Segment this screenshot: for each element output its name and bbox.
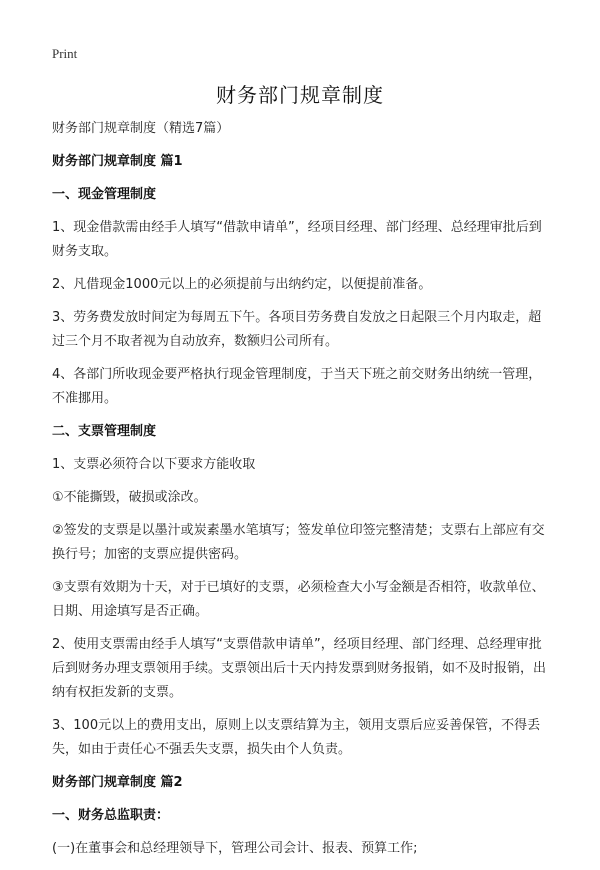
check-rule-1: 1、支票必须符合以下要求方能收取 — [52, 457, 256, 472]
cash-rule-4: 4、各部门所收现金要严格执行现金管理制度，于当天下班之前交财务出纳统一管理，不准挪用。 — [52, 367, 542, 406]
check-subrule-1: ①不能撕毁，破损或涂改。 — [52, 490, 207, 505]
article-heading-1: 财务部门规章制度 篇1 — [52, 154, 183, 169]
section-heading-cash: 一、现金管理制度 — [52, 187, 157, 202]
print-label: Print — [52, 46, 78, 61]
cfo-duty-1: (一)在董事会和总经理领导下，管理公司会计、报表、预算工作; — [52, 841, 418, 856]
document-subtitle: 财务部门规章制度（精选7篇） — [52, 121, 230, 136]
article-heading-2: 财务部门规章制度 篇2 — [52, 775, 183, 790]
check-subrule-2: ②签发的支票是以墨汁或炭素墨水笔填写；签发单位印签完整清楚；支票右上部应有交换行号；加密的支票应提供密码。 — [52, 523, 545, 562]
check-rule-3: 3、100元以上的费用支出，原则上以支票结算为主，领用支票后应妥善保管，不得丢失，如由于责任心不强丢失支票，损失由个人负责。 — [52, 718, 541, 757]
section-heading-cfo: 一、财务总监职责： — [52, 808, 170, 823]
document-body — [52, 117, 552, 870]
check-subrule-3: ③支票有效期为十天，对于已填好的支票，必须检查大小写金额是否相符，收款单位、日期、用途填写是否正确。 — [52, 580, 545, 619]
check-rule-2: 2、使用支票需由经手人填写“支票借款申请单”，经项目经理、部门经理、总经理审批后到财务办理支票领用手续。支票领出后十天内持发票到财务报销，如不及时报销，出纳有权拒发新的支票。 — [52, 637, 547, 700]
cash-rule-2: 2、凡借现金1000元以上的必须提前与出纳约定，以便提前准备。 — [52, 277, 432, 292]
page-title: 财务部门规章制度 — [216, 83, 384, 107]
cash-rule-3: 3、劳务费发放时间定为每周五下午。各项目劳务费自发放之日起限三个月内取走，超过三个月不取者视为自动放弃，数额归公司所有。 — [52, 310, 542, 349]
cash-rule-1: 1、现金借款需由经手人填写“借款申请单”，经项目经理、部门经理、总经理审批后到财务支取。 — [52, 220, 542, 259]
section-heading-check: 二、支票管理制度 — [52, 424, 157, 439]
